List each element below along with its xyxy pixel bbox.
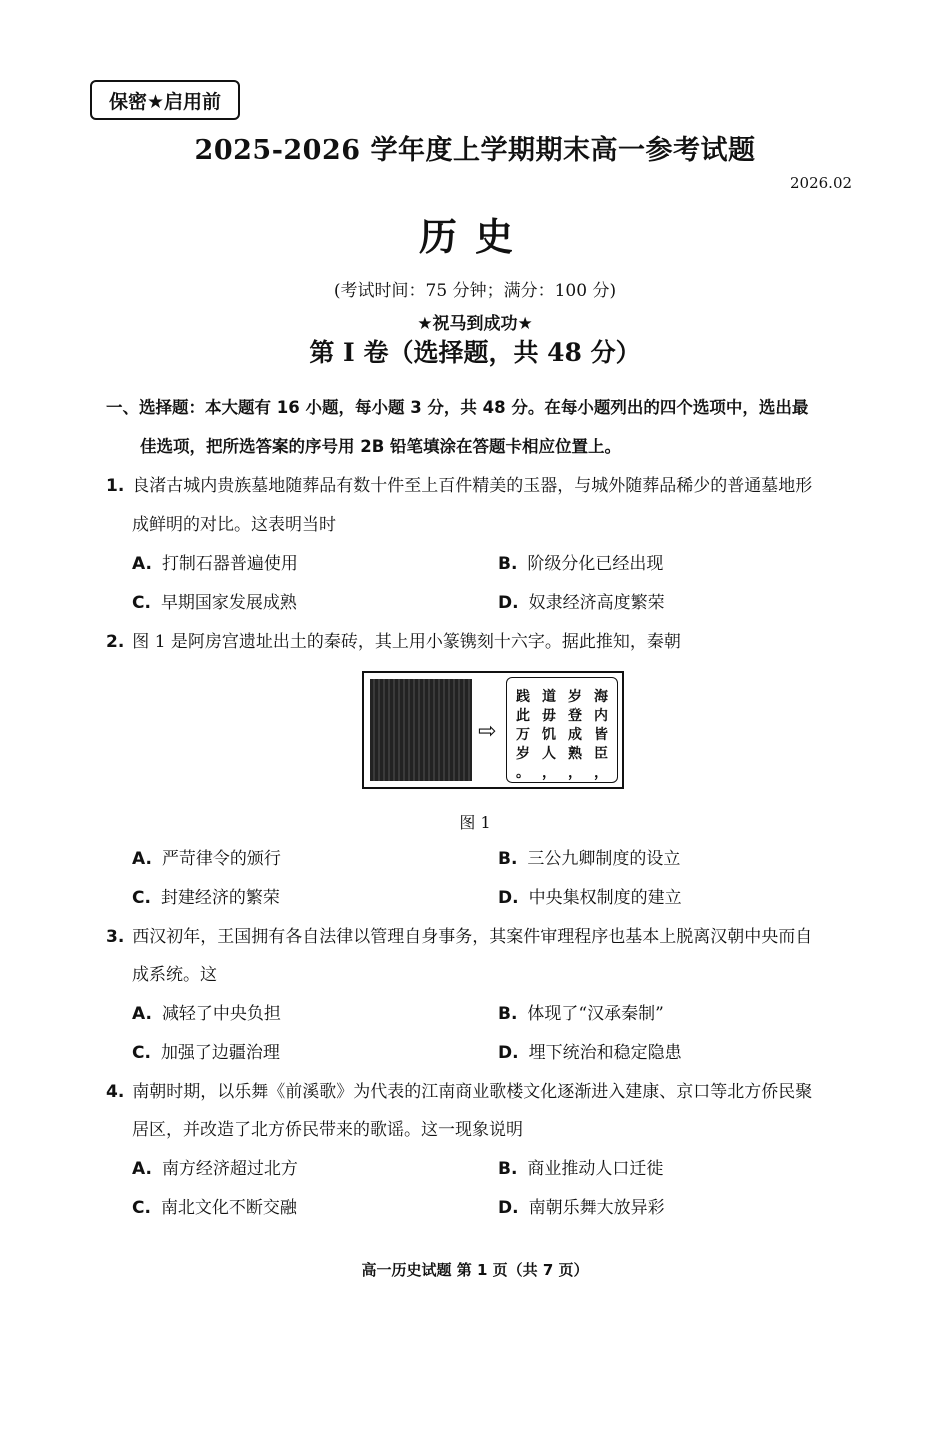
q3-option-b: [498, 999, 664, 1024]
option-label: C.: [132, 888, 151, 908]
q1-option-c: [132, 588, 297, 613]
option-label: D.: [498, 593, 519, 613]
arrow-right-icon: ⇨: [478, 719, 497, 744]
option-text: 中央集权制度的建立: [528, 888, 682, 908]
question-text: 良渚古城内贵族墓地随葬品有数十件至上百件精美的玉器，与城外随葬品稀少的普通墓地形: [132, 476, 813, 496]
option-label: C.: [132, 1198, 151, 1218]
inscription-column: 海 内 皆 臣 ，: [594, 689, 608, 781]
option-label: A.: [132, 554, 152, 574]
option-text: 南方经济超过北方: [161, 1159, 298, 1179]
q2-option-d: [498, 883, 682, 908]
option-label: B.: [498, 1004, 518, 1024]
option-label: D.: [498, 1043, 519, 1063]
question-number: 1.: [106, 476, 125, 496]
question-number: 4.: [106, 1082, 125, 1102]
figure-caption: 图 1: [459, 813, 491, 832]
inscription-scroll: [506, 677, 618, 783]
exam-info: (考试时间：75 分钟；满分：100 分): [333, 281, 617, 301]
page-footer: 高一历史试题 第 1 页（共 7 页）: [361, 1261, 589, 1279]
q2-option-c: [132, 883, 280, 908]
question-text: 西汉初年，王国拥有各自法律以管理自身事务，其案件审理程序也基本上脱离汉朝中央而自: [132, 927, 813, 947]
instruction-line-1: 一、选择题：本大题有 16 小题，每小题 3 分，共 48 分。在每小题列出的四个选项中，选出最: [106, 398, 809, 417]
exam-title: 2025-2026 学年度上学期期末高一参考试题: [194, 135, 756, 166]
q2-option-a: [132, 844, 281, 869]
q4-option-a: [132, 1154, 298, 1179]
option-text: 阶级分化已经出现: [527, 554, 664, 574]
confidential-label: 保密★启用前: [90, 80, 240, 120]
question-4-stem-cont: 居区，并改造了北方侨民带来的歌谣。这一现象说明: [132, 1120, 523, 1140]
section-title: 第 I 卷（选择题，共 48 分）: [309, 338, 641, 367]
question-1-stem: [106, 471, 812, 496]
question-3-stem-cont: 成系统。这: [132, 965, 217, 985]
option-label: B.: [498, 849, 518, 869]
option-text: 三公九卿制度的设立: [527, 849, 681, 869]
option-label: C.: [132, 593, 151, 613]
question-4-stem: [106, 1077, 812, 1102]
q1-option-a: [132, 549, 298, 574]
option-text: 减轻了中央负担: [161, 1004, 281, 1024]
q4-option-c: [132, 1193, 297, 1218]
blessing-text: ★祝马到成功★: [417, 314, 533, 334]
option-text: 埋下统治和稳定隐患: [528, 1043, 682, 1063]
question-text: 南朝时期，以乐舞《前溪歌》为代表的江南商业歌楼文化逐渐进入建康、京口等北方侨民聚: [132, 1082, 813, 1102]
question-number: 2.: [106, 632, 125, 652]
option-text: 南朝乐舞大放异彩: [528, 1198, 665, 1218]
q1-option-d: [498, 588, 665, 613]
question-2-stem: [106, 627, 681, 652]
option-text: 早期国家发展成熟: [160, 593, 297, 613]
option-text: 加强了边疆治理: [160, 1043, 280, 1063]
option-label: C.: [132, 1043, 151, 1063]
question-number: 3.: [106, 927, 125, 947]
q2-option-b: [498, 844, 680, 869]
q1-option-b: [498, 549, 663, 574]
option-text: 封建经济的繁荣: [160, 888, 280, 908]
option-label: B.: [498, 1159, 518, 1179]
option-text: 体现了“汉承秦制”: [527, 1004, 664, 1024]
q3-option-d: [498, 1038, 682, 1063]
instruction-line-2: 佳选项，把所选答案的序号用 2B 铅笔填涂在答题卡相应位置上。: [140, 437, 622, 456]
option-text: 打制石器普遍使用: [161, 554, 298, 574]
option-label: D.: [498, 888, 519, 908]
option-label: A.: [132, 1004, 152, 1024]
q4-option-b: [498, 1154, 663, 1179]
inscription-column: 践 此 万 岁 。: [516, 689, 530, 781]
subject-title: 历史: [418, 215, 531, 259]
figure-qin-brick: [362, 671, 624, 789]
inscription-column: 道 毋 饥 人 ，: [542, 689, 556, 781]
brick-photo: [370, 679, 472, 781]
option-label: B.: [498, 554, 518, 574]
option-label: A.: [132, 849, 152, 869]
question-1-stem-cont: 成鲜明的对比。这表明当时: [132, 515, 336, 535]
inscription-column: 岁 登 成 熟 ，: [568, 689, 582, 781]
q3-option-c: [132, 1038, 280, 1063]
option-text: 商业推动人口迁徙: [527, 1159, 664, 1179]
question-text: 图 1 是阿房宫遗址出土的秦砖，其上用小篆镌刻十六字。据此推知，秦朝: [132, 632, 681, 652]
question-3-stem: [106, 922, 812, 947]
q3-option-a: [132, 999, 281, 1024]
q4-option-d: [498, 1193, 665, 1218]
option-text: 严苛律令的颁行: [161, 849, 281, 869]
option-text: 奴隶经济高度繁荣: [528, 593, 665, 613]
exam-date: 2026.02: [790, 174, 853, 192]
option-text: 南北文化不断交融: [160, 1198, 297, 1218]
option-label: D.: [498, 1198, 519, 1218]
option-label: A.: [132, 1159, 152, 1179]
